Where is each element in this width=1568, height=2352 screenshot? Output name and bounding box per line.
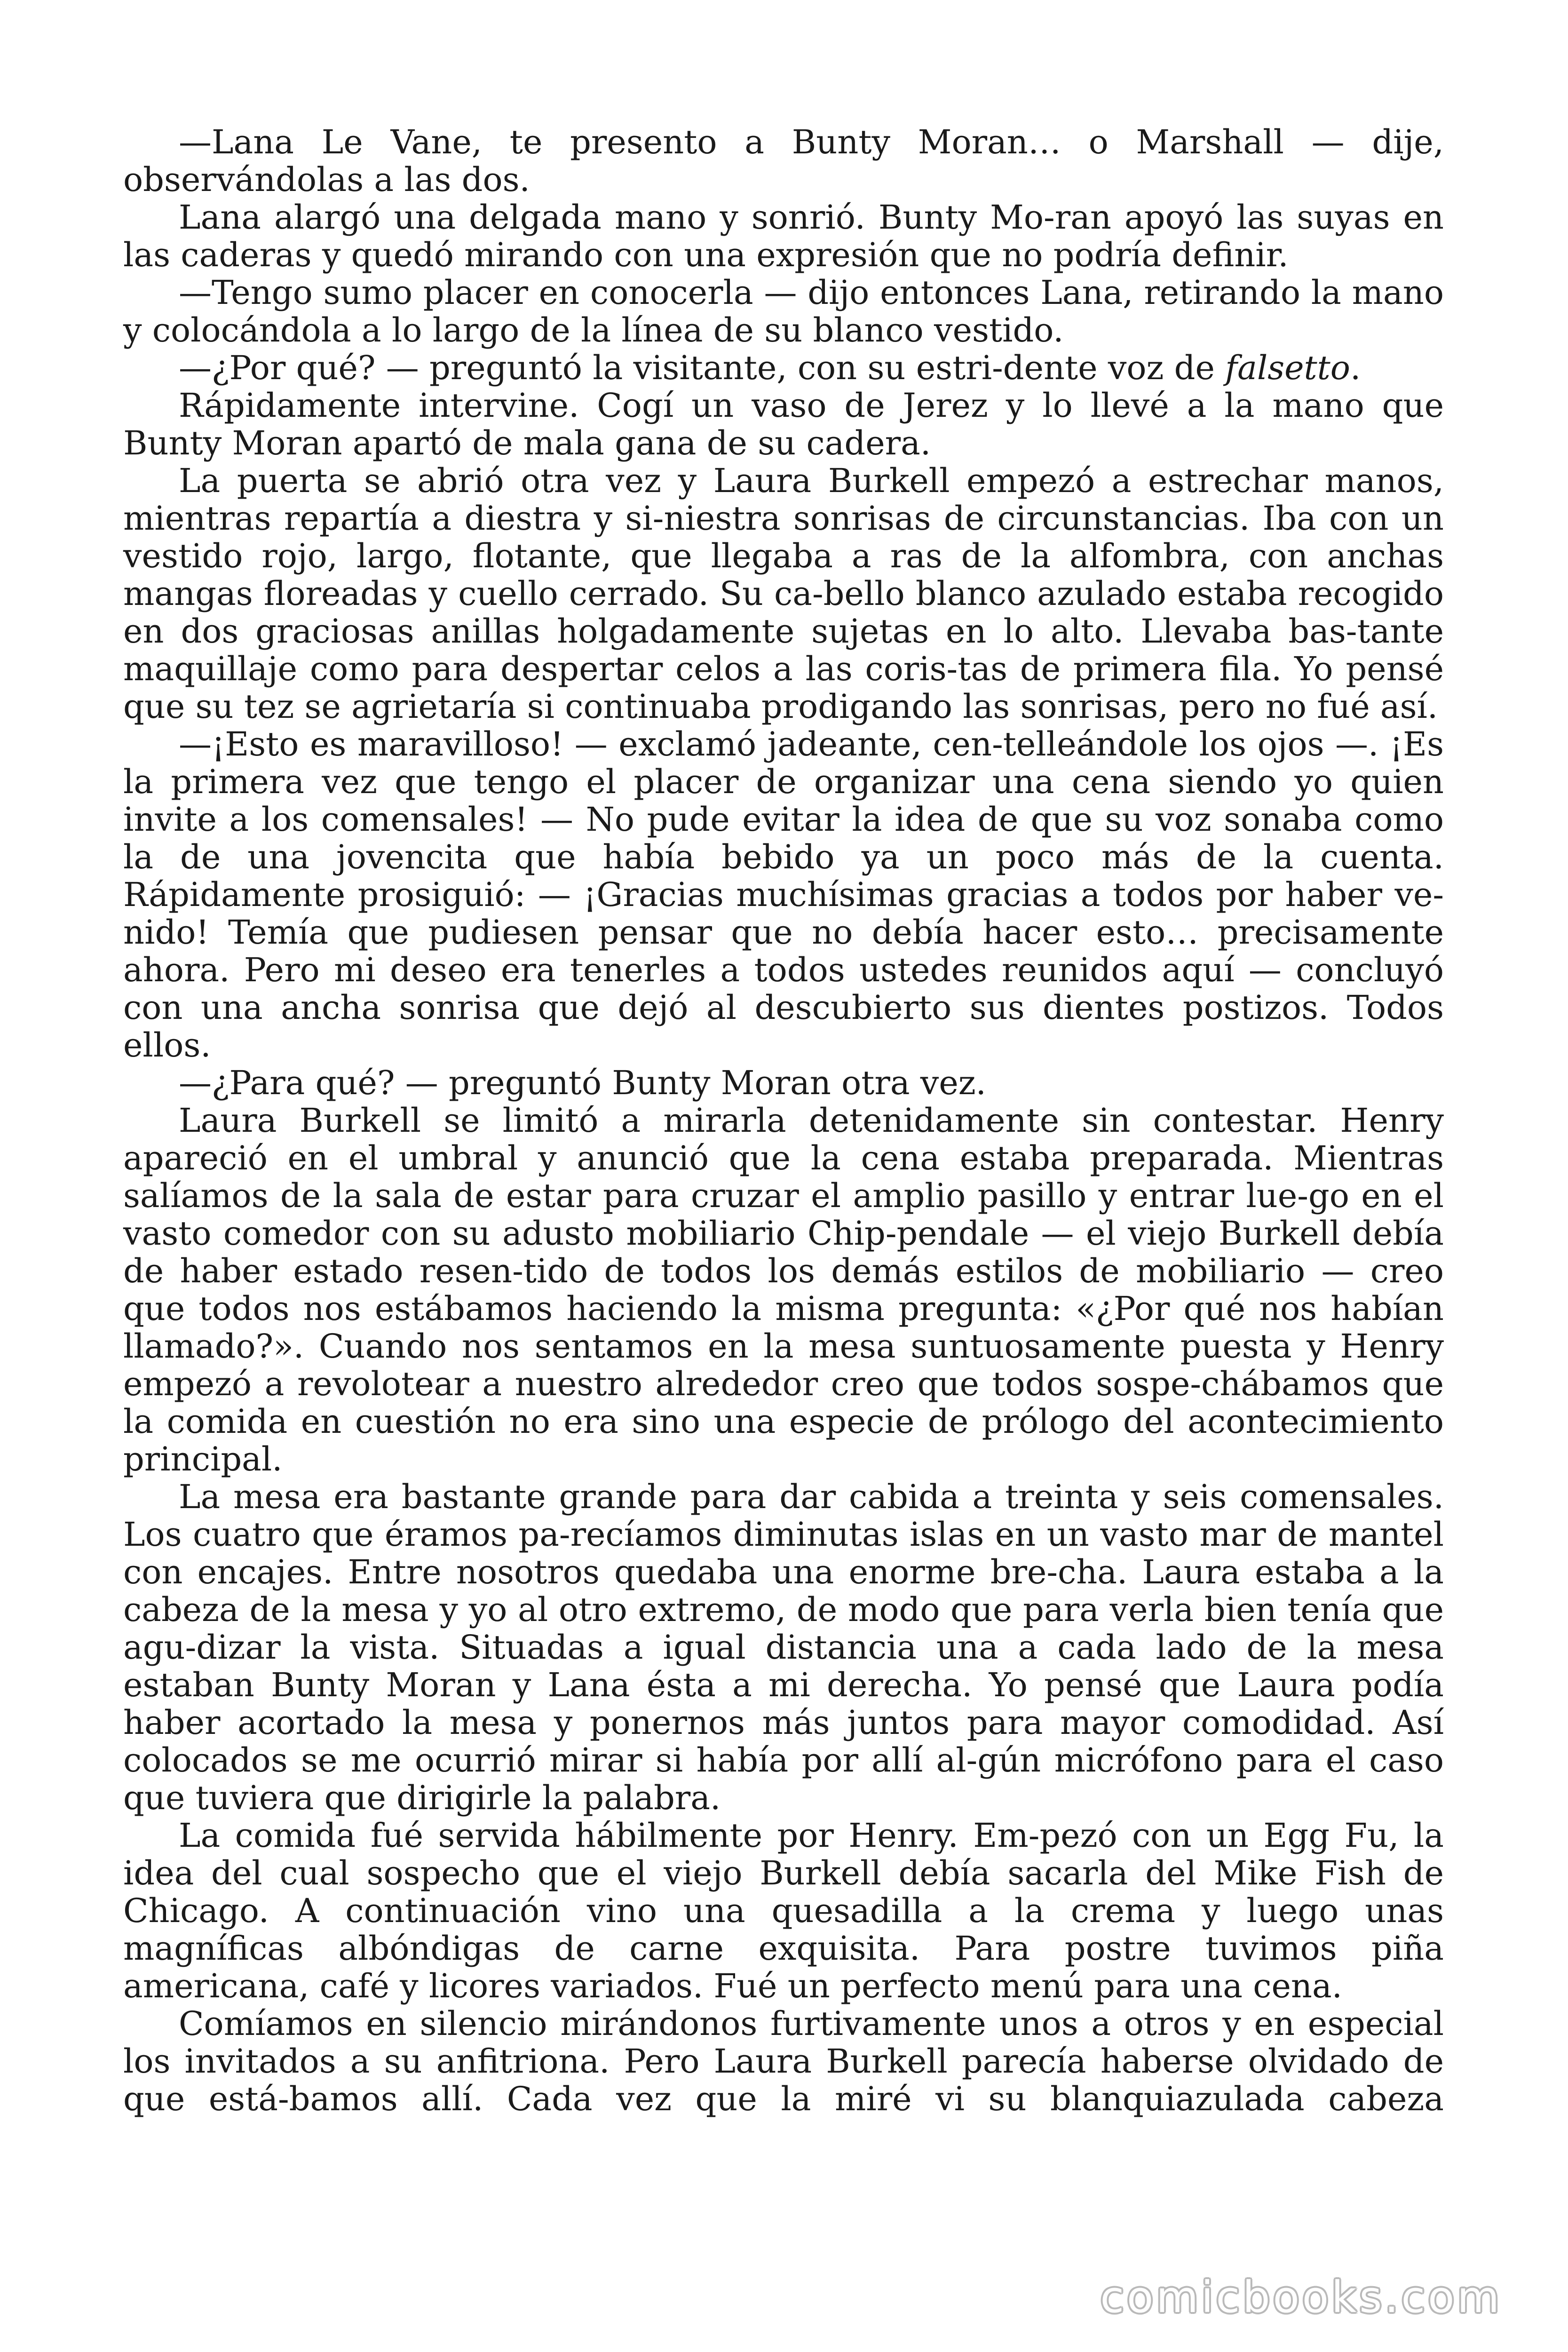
paragraph-9: Laura Burkell se limitó a mirarla detenidamente sin contestar. Henry apareció en el umbral y anunció que la cena estaba preparada. Mientras salíamos de la sala de estar para cruzar el amplio pasillo y entrar lue-go en el vasto comedor con su adusto mobiliario Chip-pendale — el viejo Burkell debía de haber estado resen-tido de todos los demás estilos de mobiliario — creo que todos nos estábamos haciendo la misma pregunta: «¿Por qué nos habían llamado?». Cuando nos sentamos en la mesa suntuosamente puesta y Henry empezó a revolotear a nuestro alrededor creo que todos sospe-chábamos que la comida en cuestión no era sino una especie de prólogo del acontecimiento principal. (123, 1101, 1444, 1478)
paragraph-7: —¡Esto es maravilloso! — exclamó jadeante, cen-telleándole los ojos —. ¡Es la primera vez que tengo el placer de organizar una cena siendo yo quien invite a los comensales! — No pude evitar la idea de que su voz sonaba como la de una jovencita que había bebido ya un poco más de la cuenta. Rápidamente prosiguió: — ¡Gracias muchísimas gracias a todos por haber ve-nido! Temía que pudiesen pensar que no debía hacer esto… precisamente ahora. Pero mi deseo era tenerles a todos ustedes reunidos aquí — concluyó con una ancha sonrisa que dejó al descubierto sus dientes postizos. Todos ellos. (123, 725, 1444, 1065)
book-page (123, 123, 1444, 2118)
watermark: comicbooks.com (1100, 2272, 1502, 2322)
paragraph-12: Comíamos en silencio mirándonos furtivamente unos a otros y en especial los invitados a su anfitriona. Pero Laura Burkell parecía haberse olvidado de que está-bamos allí. Cada vez que la miré vi su blanquiazulada cabeza (123, 2004, 1444, 2118)
paragraph-11: La comida fué servida hábilmente por Henry. Em-pezó con un Egg Fu, la idea del cual sospecho que el viejo Burkell debía sacarla del Mike Fish de Chicago. A continuación vino una quesadilla a la crema y luego unas magníficas albóndigas de carne exquisita. Para postre tuvimos piña americana, café y licores variados. Fué un perfecto menú para una cena. (123, 1816, 1444, 2005)
paragraph-2: Lana alargó una delgada mano y sonrió. Bunty Mo-ran apoyó las suyas en las caderas y quedó mirando con una expresión que no podría definir. (123, 198, 1444, 274)
paragraph-10: La mesa era bastante grande para dar cabida a treinta y seis comensales. Los cuatro que éramos pa-recíamos diminutas islas en un vasto mar de mantel con encajes. Entre nosotros quedaba una enorme bre-cha. Laura estaba a la cabeza de la mesa y yo al otro extremo, de modo que para verla bien tenía que agu-dizar la vista. Situadas a igual distancia una a cada lado de la mesa estaban Bunty Moran y Lana ésta a mi derecha. Yo pensé que Laura podía haber acortado la mesa y ponernos más juntos para mayor comodidad. Así colocados se me ocurrió mirar si había por allí al-gún micrófono para el caso que tuviera que dirigirle la palabra. (123, 1478, 1444, 1817)
paragraph-4-italic: falsetto (1225, 349, 1350, 387)
paragraph-8: —¿Para qué? — preguntó Bunty Moran otra vez. (179, 1064, 986, 1102)
paragraph-5: Rápidamente intervine. Cogí un vaso de Jerez y lo llevé a la mano que Bunty Moran apartó de mala gana de su cadera. (123, 386, 1444, 462)
paragraph-4-text: —¿Por qué? — preguntó la visitante, con su estri-dente voz de (179, 349, 1226, 387)
paragraph-6: La puerta se abrió otra vez y Laura Burkell empezó a estrechar manos, mientras repartía a diestra y si-niestra sonrisas de circunstancias. Iba con un vestido rojo, largo, flotante, que llegaba a ras de la alfombra, con anchas mangas floreadas y cuello cerrado. Su ca-bello blanco azulado estaba recogido en dos graciosas anillas holgadamente sujetas en lo alto. Llevaba bas-tante maquillaje como para despertar celos a las coris-tas de primera fila. Yo pensé que su tez se agrietaría si continuaba prodigando las sonrisas, pero no fué así. (123, 461, 1444, 726)
paragraph-1: —Lana Le Vane, te presento a Bunty Moran… o Marshall — dije, observándolas a las dos. (123, 123, 1444, 199)
paragraph-4-end: . (1350, 349, 1361, 387)
paragraph-3: —Tengo sumo placer en conocerla — dijo entonces Lana, retirando la mano y colocándola a lo largo de la línea de su blanco vestido. (123, 273, 1444, 350)
paragraph-4 (123, 349, 1444, 387)
